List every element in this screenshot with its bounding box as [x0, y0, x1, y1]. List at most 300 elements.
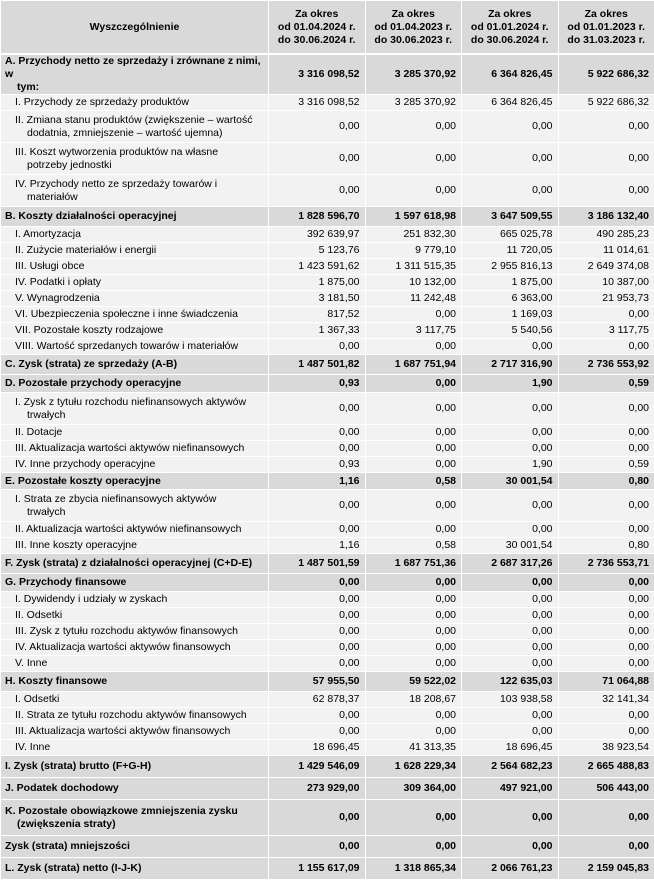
row-value-period-3: 0,00: [462, 111, 559, 143]
row-label: [1, 656, 269, 672]
row-value-period-2: 0,00: [365, 640, 462, 656]
header-period-1: [269, 1, 366, 55]
row-label: [1, 778, 269, 800]
row-label: [1, 608, 269, 624]
header-period-line: od 01.01.2024 r.: [470, 20, 549, 33]
row-value-period-1: 5 123,76: [269, 243, 366, 259]
row-value-period-4: 0,00: [558, 307, 654, 323]
row-value-period-3: 0,00: [462, 490, 559, 522]
table-row: [1, 275, 654, 291]
table-row: [1, 393, 654, 425]
row-value-period-2: 0,00: [365, 836, 462, 858]
row-value-period-3: 0,00: [462, 640, 559, 656]
row-label-line: IV. Przychody netto ze sprzedaży towarów i: [15, 177, 218, 190]
table-row: [1, 624, 654, 640]
row-value-period-4: 10 387,00: [558, 275, 654, 291]
row-value-period-3: 6 364 826,45: [462, 95, 559, 111]
row-value-period-2: 0,58: [365, 538, 462, 554]
table-row: [1, 656, 654, 672]
row-value-period-4: 0,80: [558, 538, 654, 554]
header-period-line: do 30.06.2024 r.: [470, 33, 549, 46]
row-value-period-3: 0,00: [462, 708, 559, 724]
row-value-period-3: 6 364 826,45: [462, 54, 559, 95]
header-period-line: do 31.03.2023 r.: [567, 33, 646, 46]
row-value-period-4: 38 923,54: [558, 740, 654, 756]
table-row: [1, 95, 654, 111]
row-value-period-4: 0,00: [558, 836, 654, 858]
row-label: [1, 54, 269, 95]
header-row: [1, 1, 654, 55]
row-value-period-4: 0,00: [558, 724, 654, 740]
table-row: [1, 441, 654, 457]
row-value-period-2: 0,00: [365, 800, 462, 836]
section-row: [1, 554, 654, 574]
row-value-period-1: 1 155 617,09: [269, 858, 366, 880]
row-value-period-1: 1 875,00: [269, 275, 366, 291]
row-label: [1, 393, 269, 425]
row-label: [1, 95, 269, 111]
row-value-period-2: 0,00: [365, 143, 462, 175]
row-label-line: I. Amortyzacja: [15, 228, 81, 240]
row-label-line: I. Strata ze zbycia niefinansowych aktywów: [15, 492, 217, 505]
row-label: [1, 756, 269, 778]
row-label: [1, 243, 269, 259]
row-label: [1, 554, 269, 574]
row-value-period-4: 21 953,73: [558, 291, 654, 307]
row-value-period-4: 0,59: [558, 457, 654, 473]
row-value-period-2: 0,00: [365, 441, 462, 457]
row-value-period-1: 1 487 501,59: [269, 554, 366, 574]
row-value-period-1: 0,00: [269, 656, 366, 672]
row-value-period-3: 30 001,54: [462, 538, 559, 554]
row-value-period-2: 10 132,00: [365, 275, 462, 291]
row-value-period-1: 0,93: [269, 375, 366, 393]
row-value-period-1: 0,00: [269, 393, 366, 425]
row-value-period-3: 5 540,56: [462, 323, 559, 339]
row-value-period-1: 0,00: [269, 425, 366, 441]
row-label-line: II. Zmiana stanu produktów (zwiększenie – wartość: [15, 113, 253, 126]
row-label: [1, 574, 269, 592]
row-value-period-4: 490 285,23: [558, 227, 654, 243]
row-value-period-1: 273 929,00: [269, 778, 366, 800]
row-value-period-3: 0,00: [462, 441, 559, 457]
header-period-line: od 01.01.2023 r.: [567, 20, 646, 33]
header-period-4: [558, 1, 654, 55]
table-row: [1, 323, 654, 339]
table-row: [1, 692, 654, 708]
row-value-period-2: 0,00: [365, 724, 462, 740]
row-label-line: II. Strata ze tytułu rozchodu aktywów finansowych: [15, 709, 247, 721]
row-value-period-2: 11 242,48: [365, 291, 462, 307]
row-value-period-4: 0,00: [558, 393, 654, 425]
table-row: [1, 425, 654, 441]
row-label-line: IV. Podatki i opłaty: [15, 276, 101, 288]
row-label: [1, 143, 269, 175]
row-label-line: B. Koszty działalności operacyjnej: [5, 210, 177, 222]
row-value-period-4: 0,00: [558, 490, 654, 522]
row-label: [1, 724, 269, 740]
table-row: [1, 640, 654, 656]
row-value-period-2: 0,00: [365, 708, 462, 724]
row-value-period-1: 0,00: [269, 339, 366, 355]
row-value-period-3: 0,00: [462, 800, 559, 836]
row-value-period-1: 1 487 501,82: [269, 355, 366, 375]
row-value-period-1: 3 316 098,52: [269, 95, 366, 111]
row-value-period-2: 9 779,10: [365, 243, 462, 259]
row-value-period-4: 0,00: [558, 640, 654, 656]
row-label-line: III. Inne koszty operacyjne: [15, 539, 137, 551]
row-label-line: E. Pozostałe koszty operacyjne: [5, 474, 161, 487]
row-value-period-3: 30 001,54: [462, 473, 559, 490]
row-value-period-1: 3 316 098,52: [269, 54, 366, 95]
row-label-line: IV. Inne przychody operacyjne: [15, 458, 156, 470]
row-value-period-4: 2 665 488,83: [558, 756, 654, 778]
row-value-period-2: 3 285 370,92: [365, 95, 462, 111]
row-value-period-3: 2 564 682,23: [462, 756, 559, 778]
row-value-period-3: 0,00: [462, 574, 559, 592]
row-value-period-3: 2 687 317,26: [462, 554, 559, 574]
section-row: [1, 54, 654, 95]
row-value-period-3: 1 169,03: [462, 307, 559, 323]
row-label-line: J. Podatek dochodowy: [5, 782, 119, 794]
section-row: [1, 836, 654, 858]
row-label-line: VI. Ubezpieczenia społeczne i inne świadczenia: [15, 308, 238, 320]
row-label: [1, 375, 269, 393]
row-value-period-4: 2 649 374,08: [558, 259, 654, 275]
row-value-period-3: 1,90: [462, 457, 559, 473]
row-label: [1, 692, 269, 708]
row-value-period-2: 0,00: [365, 656, 462, 672]
row-label-line: III. Aktualizacja wartości aktywów niefinansowych: [15, 442, 245, 454]
row-label: [1, 708, 269, 724]
row-label-line: K. Pozostałe obowiązkowe zmniejszenia zysku: [5, 804, 238, 817]
row-label: [1, 425, 269, 441]
row-label-line: Zysk (strata) mniejszości: [5, 840, 130, 852]
row-value-period-1: 0,00: [269, 724, 366, 740]
section-row: [1, 375, 654, 393]
row-value-period-3: 11 720,05: [462, 243, 559, 259]
row-value-period-3: 1 875,00: [462, 275, 559, 291]
row-label-line: A. Przychody netto ze sprzedaży i zrównane z nimi, w: [5, 55, 261, 80]
row-label: [1, 624, 269, 640]
row-value-period-4: 0,00: [558, 111, 654, 143]
row-value-period-3: 0,00: [462, 724, 559, 740]
row-value-period-4: 0,00: [558, 656, 654, 672]
table-row: [1, 592, 654, 608]
row-value-period-3: 0,00: [462, 836, 559, 858]
row-value-period-2: 309 364,00: [365, 778, 462, 800]
row-value-period-3: 497 921,00: [462, 778, 559, 800]
row-label-line: III. Koszt wytworzenia produktów na własne: [15, 145, 219, 158]
row-value-period-3: 122 635,03: [462, 672, 559, 692]
row-value-period-3: 0,00: [462, 592, 559, 608]
row-value-period-3: 2 066 761,23: [462, 858, 559, 880]
row-label: [1, 227, 269, 243]
row-label-line: F. Zysk (strata) z działalności operacyjnej (C+D-E): [5, 557, 253, 569]
row-value-period-1: 62 878,37: [269, 692, 366, 708]
header-period-line: Za okres: [488, 7, 532, 20]
row-value-period-4: 0,00: [558, 425, 654, 441]
table-row: [1, 457, 654, 473]
row-value-period-3: 0,00: [462, 522, 559, 538]
row-value-period-3: 665 025,78: [462, 227, 559, 243]
header-period-line: do 30.06.2023 r.: [374, 33, 453, 46]
row-value-period-3: 0,00: [462, 143, 559, 175]
header-period-line: Za okres: [391, 7, 435, 20]
table-row: [1, 227, 654, 243]
row-value-period-2: 0,00: [365, 624, 462, 640]
row-label: [1, 441, 269, 457]
row-value-period-1: 0,00: [269, 490, 366, 522]
row-value-period-1: 18 696,45: [269, 740, 366, 756]
row-value-period-2: 1 597 618,98: [365, 207, 462, 227]
row-label-line: III. Aktualizacja wartości aktywów finansowych: [15, 725, 231, 737]
row-value-period-4: 0,80: [558, 473, 654, 490]
row-value-period-2: 59 522,02: [365, 672, 462, 692]
row-value-period-2: 0,00: [365, 339, 462, 355]
table-row: [1, 339, 654, 355]
row-label-line: D. Pozostałe przychody operacyjne: [5, 377, 182, 389]
table-row: [1, 307, 654, 323]
row-value-period-2: 0,00: [365, 393, 462, 425]
row-value-period-1: 1,16: [269, 473, 366, 490]
table-row: [1, 175, 654, 207]
row-value-period-1: 817,52: [269, 307, 366, 323]
table-row: [1, 740, 654, 756]
row-value-period-2: 18 208,67: [365, 692, 462, 708]
row-label-line: G. Przychody finansowe: [5, 576, 127, 588]
row-value-period-3: 0,00: [462, 608, 559, 624]
row-label-line: VII. Pozostałe koszty rodzajowe: [15, 324, 164, 336]
row-label: [1, 522, 269, 538]
row-label-line: trwałych: [27, 505, 66, 518]
row-value-period-1: 57 955,50: [269, 672, 366, 692]
row-value-period-3: 0,00: [462, 339, 559, 355]
row-label: [1, 339, 269, 355]
row-value-period-3: 3 647 509,55: [462, 207, 559, 227]
row-value-period-1: 0,00: [269, 175, 366, 207]
row-label-line: IV. Inne: [15, 741, 51, 753]
row-value-period-1: 3 181,50: [269, 291, 366, 307]
table-row: [1, 291, 654, 307]
table-row: [1, 522, 654, 538]
row-label: [1, 800, 269, 836]
row-value-period-1: 1 429 546,09: [269, 756, 366, 778]
table-row: [1, 243, 654, 259]
row-value-period-4: 0,59: [558, 375, 654, 393]
row-value-period-2: 0,00: [365, 111, 462, 143]
row-label-line: I. Przychody ze sprzedaży produktów: [15, 96, 189, 108]
row-label: [1, 307, 269, 323]
row-value-period-1: 0,00: [269, 574, 366, 592]
row-value-period-2: 251 832,30: [365, 227, 462, 243]
row-value-period-2: 0,00: [365, 574, 462, 592]
row-label-line: II. Dotacje: [15, 426, 63, 438]
header-label: Wyszczególnienie: [1, 1, 269, 55]
row-value-period-1: 0,00: [269, 608, 366, 624]
row-value-period-4: 0,00: [558, 624, 654, 640]
row-value-period-1: 0,00: [269, 592, 366, 608]
table-body: [1, 54, 654, 880]
section-row: [1, 574, 654, 592]
row-label: [1, 538, 269, 554]
section-row: [1, 800, 654, 836]
row-value-period-4: 0,00: [558, 708, 654, 724]
row-value-period-4: 0,00: [558, 592, 654, 608]
row-label: [1, 355, 269, 375]
row-label-line: V. Wynagrodzenia: [15, 292, 100, 304]
row-value-period-4: 2 159 045,83: [558, 858, 654, 880]
row-value-period-4: 0,00: [558, 339, 654, 355]
row-value-period-4: 0,00: [558, 522, 654, 538]
row-label-line: H. Koszty finansowe: [5, 675, 108, 687]
row-value-period-2: 0,00: [365, 375, 462, 393]
row-label: [1, 175, 269, 207]
row-label-line: VIII. Wartość sprzedanych towarów i materiałów: [15, 340, 239, 352]
table-row: [1, 490, 654, 522]
row-value-period-4: 0,00: [558, 441, 654, 457]
row-value-period-4: 5 922 686,32: [558, 95, 654, 111]
header-period-line: od 01.04.2023 r.: [374, 20, 453, 33]
section-row: [1, 207, 654, 227]
row-label-line: V. Inne: [15, 657, 48, 669]
section-row: [1, 778, 654, 800]
row-label: [1, 640, 269, 656]
row-value-period-2: 1 628 229,34: [365, 756, 462, 778]
row-value-period-1: 1 828 596,70: [269, 207, 366, 227]
row-label-line: materiałów: [27, 190, 78, 203]
header-period-line: Za okres: [295, 7, 339, 20]
row-value-period-4: 0,00: [558, 175, 654, 207]
row-value-period-3: 103 938,58: [462, 692, 559, 708]
row-value-period-3: 0,00: [462, 425, 559, 441]
row-value-period-3: 18 696,45: [462, 740, 559, 756]
row-value-period-1: 1,16: [269, 538, 366, 554]
row-label: [1, 111, 269, 143]
row-label: [1, 323, 269, 339]
row-label-line: I. Dywidendy i udziały w zyskach: [15, 593, 168, 605]
row-value-period-2: 1 311 515,35: [365, 259, 462, 275]
row-label-line: (zwiększenia straty): [17, 817, 116, 830]
section-row: [1, 756, 654, 778]
table-row: [1, 143, 654, 175]
row-value-period-4: 506 443,00: [558, 778, 654, 800]
row-value-period-3: 0,00: [462, 656, 559, 672]
table-row: [1, 608, 654, 624]
row-value-period-2: 3 117,75: [365, 323, 462, 339]
row-label-line: II. Aktualizacja wartości aktywów niefinansowych: [15, 523, 242, 535]
section-row: [1, 473, 654, 490]
row-value-period-4: 0,00: [558, 800, 654, 836]
row-label: [1, 457, 269, 473]
row-value-period-2: 0,00: [365, 608, 462, 624]
row-label-line: II. Zużycie materiałów i energii: [15, 244, 157, 256]
row-value-period-4: 5 922 686,32: [558, 54, 654, 95]
table-row: [1, 259, 654, 275]
row-value-period-4: 2 736 553,92: [558, 355, 654, 375]
row-label: [1, 592, 269, 608]
section-row: [1, 672, 654, 692]
row-label-line: IV. Aktualizacja wartości aktywów finansowych: [15, 641, 231, 653]
row-value-period-2: 0,00: [365, 522, 462, 538]
row-value-period-1: 0,00: [269, 111, 366, 143]
table-row: [1, 724, 654, 740]
row-label: [1, 207, 269, 227]
row-value-period-3: 1,90: [462, 375, 559, 393]
row-value-period-2: 3 285 370,92: [365, 54, 462, 95]
row-value-period-4: 2 736 553,71: [558, 554, 654, 574]
row-value-period-2: 0,58: [365, 473, 462, 490]
row-value-period-1: 0,00: [269, 143, 366, 175]
row-value-period-1: 1 423 591,62: [269, 259, 366, 275]
row-value-period-4: 71 064,88: [558, 672, 654, 692]
row-label: [1, 490, 269, 522]
row-value-period-1: 1 367,33: [269, 323, 366, 339]
row-value-period-1: 0,00: [269, 640, 366, 656]
row-label-line: III. Zysk z tytułu rozchodu aktywów finansowych: [15, 625, 238, 637]
row-value-period-2: 0,00: [365, 175, 462, 207]
header-period-line: Za okres: [584, 7, 628, 20]
row-value-period-2: 0,00: [365, 490, 462, 522]
section-row: [1, 355, 654, 375]
row-value-period-3: 2 955 816,13: [462, 259, 559, 275]
header-period-2: [365, 1, 462, 55]
row-label: [1, 275, 269, 291]
row-value-period-3: 0,00: [462, 393, 559, 425]
row-value-period-1: 0,00: [269, 836, 366, 858]
row-value-period-1: 392 639,97: [269, 227, 366, 243]
row-value-period-4: 0,00: [558, 143, 654, 175]
row-value-period-1: 0,00: [269, 522, 366, 538]
row-value-period-4: 0,00: [558, 608, 654, 624]
row-label-line: C. Zysk (strata) ze sprzedaży (A-B): [5, 358, 178, 370]
header-period-line: do 30.06.2024 r.: [277, 33, 356, 46]
table-row: [1, 111, 654, 143]
row-label-line: I. Odsetki: [15, 693, 60, 705]
row-label: [1, 858, 269, 880]
row-label-line: tym:: [17, 81, 40, 93]
row-value-period-4: 0,00: [558, 574, 654, 592]
row-value-period-2: 1 318 865,34: [365, 858, 462, 880]
row-value-period-3: 0,00: [462, 624, 559, 640]
row-value-period-2: 0,00: [365, 425, 462, 441]
row-value-period-4: 3 186 132,40: [558, 207, 654, 227]
row-value-period-3: 2 717 316,90: [462, 355, 559, 375]
header-period-3: [462, 1, 559, 55]
row-value-period-2: 0,00: [365, 307, 462, 323]
table-row: [1, 538, 654, 554]
row-label-line: potrzeby jednostki: [27, 158, 112, 171]
row-label-line: II. Odsetki: [15, 609, 63, 621]
row-label: [1, 740, 269, 756]
row-value-period-1: 0,00: [269, 441, 366, 457]
row-label-line: L. Zysk (strata) netto (I-J-K): [5, 862, 142, 874]
row-label: [1, 473, 269, 490]
row-value-period-1: 0,93: [269, 457, 366, 473]
row-value-period-2: 0,00: [365, 592, 462, 608]
row-label: [1, 836, 269, 858]
row-value-period-4: 3 117,75: [558, 323, 654, 339]
row-value-period-3: 0,00: [462, 175, 559, 207]
row-value-period-2: 1 687 751,94: [365, 355, 462, 375]
row-value-period-2: 0,00: [365, 457, 462, 473]
row-label: [1, 259, 269, 275]
row-label-line: I. Zysk z tytułu rozchodu niefinansowych aktywów: [15, 395, 247, 408]
row-value-period-2: 1 687 751,36: [365, 554, 462, 574]
row-value-period-1: 0,00: [269, 624, 366, 640]
row-label-line: dodatnia, zmniejszenie – wartość ujemna): [27, 126, 223, 139]
row-label-line: III. Usługi obce: [15, 260, 85, 272]
